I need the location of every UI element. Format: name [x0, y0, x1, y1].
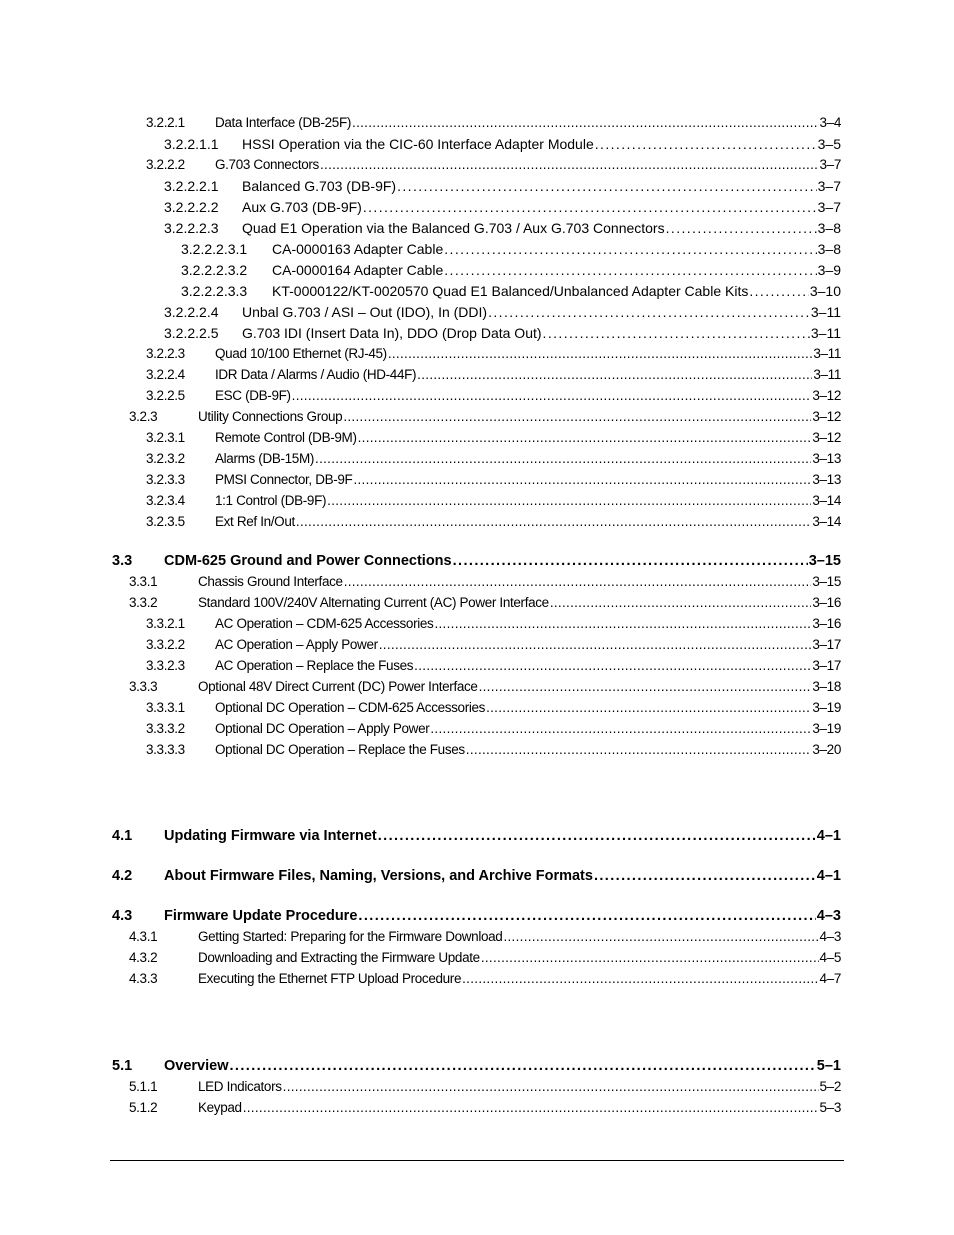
toc-dot-leader — [344, 572, 812, 592]
toc-entry-title: Unbal G.703 / ASI – Out (IDO), In (DDI) — [242, 304, 488, 320]
toc-entry-number: 5.1.2 — [129, 1100, 158, 1115]
toc-entry-title-row — [164, 826, 841, 846]
toc-entry[interactable] — [0, 113, 841, 133]
toc-entry-title: PMSI Connector, DB-9F — [215, 472, 353, 487]
toc-entry-title-row — [198, 593, 841, 613]
toc-entry-title: Standard 100V/240V Alternating Current (AC) Power Interface — [198, 595, 549, 610]
toc-entry-title-row — [215, 635, 841, 655]
toc-entry-number: 3.2.2.2.5 — [164, 325, 219, 341]
toc-entry-title-row — [242, 197, 841, 217]
toc-entry-number: 3.2.3.1 — [146, 430, 185, 445]
toc-entry-title-row — [198, 948, 841, 968]
toc-dot-leader — [543, 323, 810, 343]
toc-entry-number: 3.3.2.3 — [146, 658, 185, 673]
toc-entry-page: 3–19 — [812, 700, 841, 715]
toc-entry-number: 5.1.1 — [129, 1079, 158, 1094]
toc-entry-title-row — [215, 386, 841, 406]
toc-entry-number: 3.2.3.3 — [146, 472, 185, 487]
toc-entry-page: 4–3 — [816, 908, 841, 924]
toc-dot-leader — [296, 512, 811, 532]
toc-entry-number: 4.3.1 — [129, 929, 158, 944]
toc-entry[interactable] — [0, 593, 841, 613]
toc-dot-leader — [243, 1098, 819, 1118]
toc-entry-title-row — [242, 218, 841, 238]
toc-entry[interactable] — [0, 407, 841, 427]
toc-entry[interactable] — [0, 302, 841, 322]
toc-entry-number: 3.2.2.2.3.2 — [181, 262, 248, 278]
toc-entry-number: 4.3 — [112, 908, 133, 924]
toc-dot-leader — [414, 656, 811, 676]
toc-entry-title-row — [215, 344, 841, 364]
toc-entry-title: G.703 IDI (Insert Data In), DDO (Drop Data Out) — [242, 325, 542, 341]
toc-entry[interactable] — [0, 218, 841, 238]
toc-entry-number: 3.3.2.2 — [146, 637, 185, 652]
toc-entry-number: 3.2.2.2.3.3 — [181, 283, 248, 299]
toc-entry[interactable] — [0, 927, 841, 947]
toc-entry-title-row — [215, 155, 841, 175]
toc-entry-title-row — [198, 969, 841, 989]
toc-entry-title: Firmware Update Procedure — [164, 908, 358, 924]
toc-entry-title-row — [215, 512, 841, 532]
toc-entry[interactable] — [0, 239, 841, 259]
toc-dot-leader — [444, 239, 816, 259]
toc-entry-number: 3.2.2.2.1 — [164, 178, 219, 194]
toc-entry-title: Remote Control (DB-9M) — [215, 430, 357, 445]
toc-entry[interactable] — [0, 948, 841, 968]
toc-section-entry[interactable] — [0, 866, 841, 886]
toc-entry-title-row — [272, 281, 841, 301]
toc-entry-title: Quad E1 Operation via the Balanced G.703 / Aux G.703 Connectors — [242, 220, 665, 236]
toc-entry-number: 3.3.3.2 — [146, 721, 185, 736]
toc-entry-number: 4.3.3 — [129, 971, 158, 986]
toc-dot-leader — [388, 344, 813, 364]
toc-entry-page: 3–11 — [810, 304, 841, 320]
toc-entry-number: 3.2.2.2.4 — [164, 304, 219, 320]
toc-entry[interactable] — [0, 428, 841, 448]
footer-rule — [110, 1160, 844, 1161]
toc-dot-leader — [486, 698, 811, 718]
toc-entry-page: 3–8 — [817, 220, 841, 236]
toc-entry[interactable] — [0, 176, 841, 196]
toc-entry-page: 3–15 — [808, 553, 841, 569]
toc-entry-title-row — [215, 365, 841, 385]
toc-entry-title: CA-0000163 Adapter Cable — [272, 241, 444, 257]
toc-dot-leader — [343, 407, 811, 427]
toc-entry[interactable] — [0, 656, 841, 676]
toc-entry-title-row — [215, 656, 841, 676]
toc-entry-title-row — [215, 698, 841, 718]
toc-entry[interactable] — [0, 572, 841, 592]
toc-section-entry[interactable] — [0, 906, 841, 926]
toc-dot-leader — [434, 614, 811, 634]
toc-entry-title-row — [215, 113, 841, 133]
toc-section-entry[interactable] — [0, 826, 841, 846]
toc-entry-page: 3–8 — [817, 241, 841, 257]
toc-entry-page: 3–14 — [812, 514, 841, 529]
toc-entry-page: 3–11 — [813, 367, 841, 382]
toc-entry-title: 1:1 Control (DB-9F) — [215, 493, 327, 508]
toc-dot-leader — [666, 218, 817, 238]
toc-entry-number: 3.2.2.2.2 — [164, 199, 219, 215]
toc-entry-number: 4.2 — [112, 868, 133, 884]
toc-entry-title-row — [198, 677, 841, 697]
toc-section-entry[interactable] — [0, 551, 841, 571]
toc-dot-leader — [503, 927, 818, 947]
toc-section-entry[interactable] — [0, 1056, 841, 1076]
toc-entry-title-row — [164, 906, 841, 926]
toc-entry-title-row — [215, 719, 841, 739]
toc-entry-page: 3–14 — [812, 493, 841, 508]
toc-entry-title: Data Interface (DB-25F) — [215, 115, 352, 130]
toc-entry-page: 3–18 — [812, 679, 841, 694]
toc-entry[interactable] — [0, 1098, 841, 1118]
toc-entry-number: 3.2.3.5 — [146, 514, 185, 529]
toc-entry-number: 4.3.2 — [129, 950, 158, 965]
toc-dot-leader — [462, 969, 818, 989]
toc-entry-number: 4.1 — [112, 828, 133, 844]
toc-entry-title: AC Operation – Apply Power — [215, 637, 378, 652]
toc-dot-leader — [283, 1077, 819, 1097]
toc-entry[interactable] — [0, 260, 841, 280]
toc-entry-title: Chassis Ground Interface — [198, 574, 343, 589]
toc-entry-title-row — [242, 302, 841, 322]
toc-dot-leader — [378, 826, 816, 846]
toc-entry-number: 3.3.3 — [129, 679, 158, 694]
toc-entry-page: 3–12 — [812, 409, 841, 424]
toc-dot-leader — [363, 197, 817, 217]
toc-dot-leader — [315, 449, 811, 469]
toc-entry-number: 3.2.2.5 — [146, 388, 185, 403]
toc-entry-number: 3.2.2.2.3 — [164, 220, 219, 236]
toc-entry-title: Overview — [164, 1058, 229, 1074]
toc-entry[interactable] — [0, 323, 841, 343]
toc-entry-title-row — [215, 491, 841, 511]
toc-entry-title: Downloading and Extracting the Firmware Update — [198, 950, 480, 965]
toc-entry-title-row — [198, 1098, 841, 1118]
toc-entry-page: 3–13 — [812, 472, 841, 487]
toc-entry-title: KT-0000122/KT-0020570 Quad E1 Balanced/Unbalanced Adapter Cable Kits — [272, 283, 749, 299]
toc-entry-title: Getting Started: Preparing for the Firmware Download — [198, 929, 503, 944]
toc-entry-title-row — [198, 1077, 841, 1097]
toc-dot-leader — [397, 176, 817, 196]
toc-entry-page: 4–3 — [819, 929, 841, 944]
toc-entry-title-row — [215, 470, 841, 490]
toc-dot-leader — [594, 866, 816, 886]
toc-entry-page: 3–7 — [817, 199, 841, 215]
toc-entry-page: 3–9 — [817, 262, 841, 278]
toc-entry-title-row — [215, 614, 841, 634]
toc-entry-page: 3–16 — [812, 616, 841, 631]
toc-entry-title: About Firmware Files, Naming, Versions, and Archive Formats — [164, 868, 593, 884]
toc-dot-leader — [358, 906, 815, 926]
toc-entry-page: 3–11 — [810, 325, 841, 341]
toc-entry-title-row — [215, 428, 841, 448]
toc-entry-number: 5.1 — [112, 1058, 133, 1074]
toc-entry-page: 3–12 — [812, 388, 841, 403]
toc-entry[interactable] — [0, 449, 841, 469]
toc-entry-page: 3–15 — [812, 574, 841, 589]
toc-entry[interactable] — [0, 677, 841, 697]
toc-entry-page: 3–5 — [817, 136, 841, 152]
toc-dot-leader — [379, 635, 812, 655]
toc-entry[interactable] — [0, 344, 841, 364]
toc-entry-page: 3–12 — [812, 430, 841, 445]
toc-entry-number: 3.2.3 — [129, 409, 158, 424]
toc-dot-leader — [352, 113, 819, 133]
toc-entry[interactable] — [0, 614, 841, 634]
toc-dot-leader — [230, 1056, 816, 1076]
toc-entry-title: AC Operation – CDM-625 Accessories — [215, 616, 434, 631]
toc-entry-number: 3.2.2.1.1 — [164, 136, 219, 152]
toc-entry-page: 4–1 — [816, 868, 841, 884]
toc-entry-number: 3.2.2.2.3.1 — [181, 241, 248, 257]
toc-entry-title: ESC (DB-9F) — [215, 388, 291, 403]
toc-entry-title: CA-0000164 Adapter Cable — [272, 262, 444, 278]
toc-entry-title: Optional DC Operation – CDM-625 Accessories — [215, 700, 486, 715]
toc-entry-page: 4–1 — [816, 828, 841, 844]
toc-entry-title: Utility Connections Group — [198, 409, 343, 424]
toc-entry-title: Ext Ref In/Out — [215, 514, 295, 529]
toc-entry-title: Aux G.703 (DB-9F) — [242, 199, 362, 215]
toc-entry-title: Balanced G.703 (DB-9F) — [242, 178, 397, 194]
toc-entry-title: Optional DC Operation – Apply Power — [215, 721, 430, 736]
toc-entry-title: Quad 10/100 Ethernet (RJ-45) — [215, 346, 387, 361]
toc-entry[interactable] — [0, 281, 841, 301]
toc-entry-number: 3.2.2.2 — [146, 157, 185, 172]
toc-entry-page: 3–7 — [817, 178, 841, 194]
toc-entry[interactable] — [0, 719, 841, 739]
toc-entry-title-row — [164, 551, 841, 571]
toc-entry[interactable] — [0, 197, 841, 217]
toc-entry[interactable] — [0, 470, 841, 490]
toc-entry-number: 3.3.2.1 — [146, 616, 185, 631]
toc-entry-title-row — [198, 407, 841, 427]
toc-dot-leader — [466, 740, 812, 760]
toc-entry-title: CDM-625 Ground and Power Connections — [164, 553, 452, 569]
toc-entry-title-row — [164, 866, 841, 886]
toc-entry-number: 3.2.2.4 — [146, 367, 185, 382]
toc-entry-page: 5–1 — [816, 1058, 841, 1074]
toc-entry-title-row — [242, 134, 841, 154]
toc-dot-leader — [417, 365, 812, 385]
toc-entry-number: 3.3.2 — [129, 595, 158, 610]
toc-entry-page: 3–17 — [812, 658, 841, 673]
toc-entry-page: 3–20 — [812, 742, 841, 757]
toc-entry-title-row — [164, 1056, 841, 1076]
toc-entry-title: G.703 Connectors — [215, 157, 319, 172]
toc-entry[interactable] — [0, 386, 841, 406]
toc-entry[interactable] — [0, 134, 841, 154]
toc-entry-title-row — [198, 572, 841, 592]
toc-entry-title: Optional DC Operation – Replace the Fuses — [215, 742, 465, 757]
toc-dot-leader — [550, 593, 812, 613]
toc-entry-title-row — [198, 927, 841, 947]
toc-dot-leader — [358, 428, 812, 448]
toc-entry[interactable] — [0, 635, 841, 655]
toc-entry-title-row — [242, 176, 841, 196]
toc-dot-leader — [479, 677, 812, 697]
toc-entry-title: IDR Data / Alarms / Audio (HD-44F) — [215, 367, 417, 382]
toc-entry-page: 3–17 — [812, 637, 841, 652]
toc-entry-title: Updating Firmware via Internet — [164, 828, 377, 844]
toc-entry-number: 3.3.1 — [129, 574, 158, 589]
toc-entry[interactable] — [0, 698, 841, 718]
toc-entry-title: Optional 48V Direct Current (DC) Power Interface — [198, 679, 478, 694]
toc-entry-page: 3–11 — [813, 346, 841, 361]
toc-entry-page: 3–13 — [812, 451, 841, 466]
toc-entry-page: 3–7 — [819, 157, 841, 172]
toc-dot-leader — [595, 134, 817, 154]
toc-entry-number: 3.2.2.1 — [146, 115, 185, 130]
toc-dot-leader — [749, 281, 809, 301]
toc-entry-title-row — [242, 323, 841, 343]
toc-entry-title: AC Operation – Replace the Fuses — [215, 658, 414, 673]
toc-entry-title: Alarms (DB-15M) — [215, 451, 315, 466]
toc-entry[interactable] — [0, 155, 841, 175]
toc-dot-leader — [453, 551, 808, 571]
toc-entry-number: 3.2.2.3 — [146, 346, 185, 361]
toc-entry-title-row — [272, 260, 841, 280]
toc-entry[interactable] — [0, 740, 841, 760]
toc-dot-leader — [320, 155, 819, 175]
toc-entry-page: 3–16 — [812, 595, 841, 610]
toc-entry[interactable] — [0, 969, 841, 989]
toc-dot-leader — [292, 386, 812, 406]
toc-entry-page: 5–2 — [819, 1079, 841, 1094]
toc-dot-leader — [353, 470, 811, 490]
toc-dot-leader — [430, 719, 811, 739]
toc-entry-number: 3.3.3.3 — [146, 742, 185, 757]
toc-entry-page: 4–5 — [819, 950, 841, 965]
toc-dot-leader — [481, 948, 819, 968]
toc-entry-page: 3–10 — [809, 283, 841, 299]
toc-entry[interactable] — [0, 491, 841, 511]
toc-entry-title-row — [215, 449, 841, 469]
toc-entry-page: 5–3 — [819, 1100, 841, 1115]
toc-entry[interactable] — [0, 1077, 841, 1097]
toc-entry-title-row — [272, 239, 841, 259]
toc-entry-title: Keypad — [198, 1100, 242, 1115]
toc-entry-number: 3.3.3.1 — [146, 700, 185, 715]
toc-entry-page: 4–7 — [819, 971, 841, 986]
toc-entry-title-row — [215, 740, 841, 760]
toc-entry-title: Executing the Ethernet FTP Upload Procedure — [198, 971, 462, 986]
toc-entry-title: HSSI Operation via the CIC-60 Interface Adapter Module — [242, 136, 594, 152]
toc-entry-number: 3.2.3.2 — [146, 451, 185, 466]
toc-entry-page: 3–19 — [812, 721, 841, 736]
toc-entry[interactable] — [0, 365, 841, 385]
toc-dot-leader — [444, 260, 816, 280]
toc-entry-page: 3–4 — [819, 115, 841, 130]
toc-entry-number: 3.2.3.4 — [146, 493, 185, 508]
toc-entry-title: LED Indicators — [198, 1079, 282, 1094]
toc-dot-leader — [327, 491, 811, 511]
toc-dot-leader — [488, 302, 810, 322]
toc-entry[interactable] — [0, 512, 841, 532]
toc-entry-number: 3.3 — [112, 553, 133, 569]
